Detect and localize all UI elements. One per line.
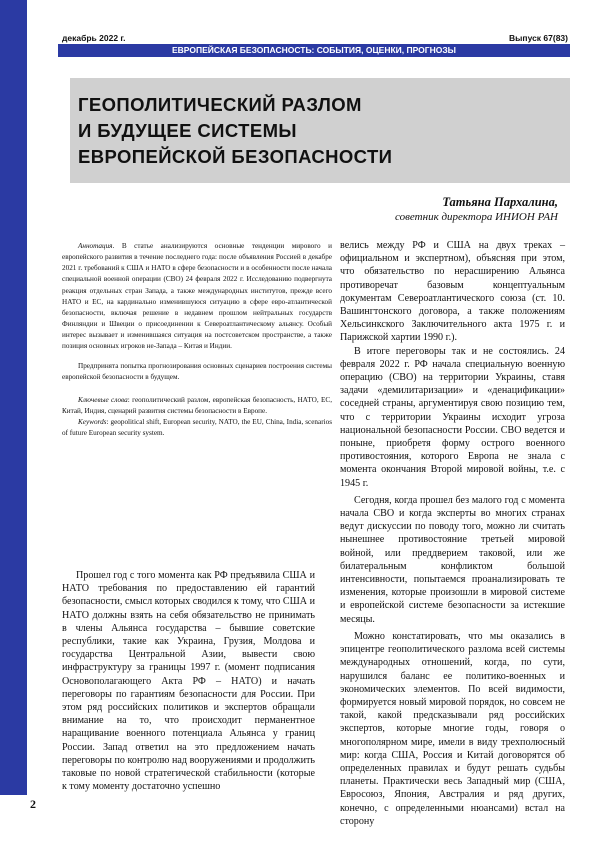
- header-date: декабрь 2022 г.: [62, 33, 126, 43]
- abstract-block: [62, 241, 332, 440]
- body-paragraph: Сегодня, когда прошел без малого год с момента начала СВО и когда эксперты во многих странах ведут дискуссии по поводу того, можно ли считать нынешнее противостояние третьей мировой войной, или преддверием таковой, или же билатеральным конфликтом большой интенсивности, попытаемся проанализировать те изменения, которые произошли в мировой системе и европейской системе безопасности за истекшие месяцы.: [340, 494, 565, 625]
- keywords-label: Ключевые слова: [78, 395, 128, 404]
- abstract-label: Аннотация: [78, 242, 113, 250]
- body-paragraph: велись между РФ и США на двух треках – официальном и экспертном), объясняя при этом, что обязательство по нерасширению Альянса противоречат базовым концептуальным документам Североатлантического союза (ст. 10. Вашингтонского договора, а также положениям Хельсинкского Заключительного акта 1975 г. и Парижской хартии 1990 г.).: [340, 240, 565, 344]
- title-line: ЕВРОПЕЙСКОЙ БЕЗОПАСНОСТИ: [78, 146, 393, 167]
- section-banner: ЕВРОПЕЙСКАЯ БЕЗОПАСНОСТЬ: СОБЫТИЯ, ОЦЕНКИ, ПРОГНОЗЫ: [58, 44, 570, 57]
- body-paragraph: Прошел год с того момента как РФ предъявила США и НАТО требования по предоставлению ей гарантий безопасности, смысл которых сводился к тому, что США и НАТО должны взять на себя обязательство не принимать в члены Альянса государства – бывшие советские республики, такие как Украина, Грузия, Молдова и государства Центральной Азии, вывести свою инфраструктуру за границы 1997 г. (момент подписания Основополагающего Акта РФ – НАТО) и начать переговоры по гарантиям безопасности для России. При этом ряд российских политиков и экспертов обращали внимание на то, что происходит перманентное наращивание военного потенциала Альянса у границ России. Запад ответил на это предложением начать переговоры по контролю над вооружениями и продолжить таковые по новой стратегической стабильности (которые к тому моменту достаточно успешно: [62, 570, 315, 793]
- body-column-right: [340, 239, 565, 828]
- keywords-en-label: Keywords: [78, 418, 107, 427]
- body-paragraph: Можно констатировать, что мы оказались в эпицентре геополитического разлома всей системы международных отношений, когда, по сути, нарушился баланс ее политико-военных и экономических элементов. По всей видимости, формируется новый мировой порядок, но совсем не такой, какой предсказывали ряд российских экспертов, которые многие годы, говоря о многополярном мире, имели в виду трехполюсный мир: когда США, Россия и Китай договорятся об определенных правилах и будут решать судьбы планеты. Практически весь Западный мир (США, Евросоюз, Япония, Австралия и ряд других, конечно, с определенными нюансами) встал на сторону: [340, 630, 565, 827]
- left-accent-bar: [0, 0, 27, 849]
- abstract-paragraph-2: Предпринята попытка прогнозирования основных сценариев построения системы европейской безопасности в будущем.: [62, 361, 332, 381]
- keywords-text: : геополитический разлом, европейская безопасность, НАТО, ЕС, Китай, Индия, сценарий развития системы безопасности в Европе.: [62, 395, 332, 416]
- keywords-ru: [62, 395, 332, 417]
- title-line: ГЕОПОЛИТИЧЕСКИЙ РАЗЛОМ: [78, 94, 362, 115]
- author-position: советник директора ИНИОН РАН: [395, 211, 558, 223]
- article-title: [78, 92, 558, 170]
- body-paragraph: В итоге переговоры так и не состоялись. 24 февраля 2022 г. РФ начала специальную военную операцию (СВО) на территории Украины, ставя задачи «демилитаризации» и «денацификации» соседней страны, аргументируя свою позицию тем, что с территории Украины исходит угроза национальной безопасности России. СВО ведется и поныне, приобретя форму острого военного противостояния, которого Европа не знала с момента окончания Второй мировой войны, т.е. с 1945 г.: [340, 345, 565, 489]
- header-issue: Выпуск 67(83): [509, 33, 568, 43]
- abstract-paragraph: [62, 241, 332, 353]
- body-column-left: [62, 569, 315, 793]
- keywords-en: [62, 417, 332, 439]
- sidebar-bottom-gap: [0, 795, 27, 849]
- page-number: 2: [30, 797, 36, 811]
- author-name: Татьяна Пархалина,: [442, 195, 558, 209]
- keywords-en-text: : geopolitical shift, European security, NATO, the EU, China, India, scenarios of future European security system.: [62, 418, 332, 438]
- abstract-text: . В статье анализируются основные тенденции мирового и европейского развития в течение последнего года: после объявления Россией в декабре 2021 г. требований к США и НАТО в сфере безопасности и в особенности после начала специальной военной операции (СВО) 24 февраля 2022 г. Исследованию подвергнута реакция отдельных стран Запада, а также международных институтов, прежде всего НАТО и ЕС, на кардинально изменившуюся ситуацию в сфере евро-атлантической безопасности, включая решение в недавнем прошлом нейтральных государств Финляндии и Швеции о присоединении к Североатлантическому альянсу. Особый интерес вызывает и изменившаяся ситуация на постсоветском пространстве, а также позиция основных игроков не-Запада – Китая и Индии.: [62, 242, 332, 351]
- title-line: И БУДУЩЕЕ СИСТЕМЫ: [78, 120, 297, 141]
